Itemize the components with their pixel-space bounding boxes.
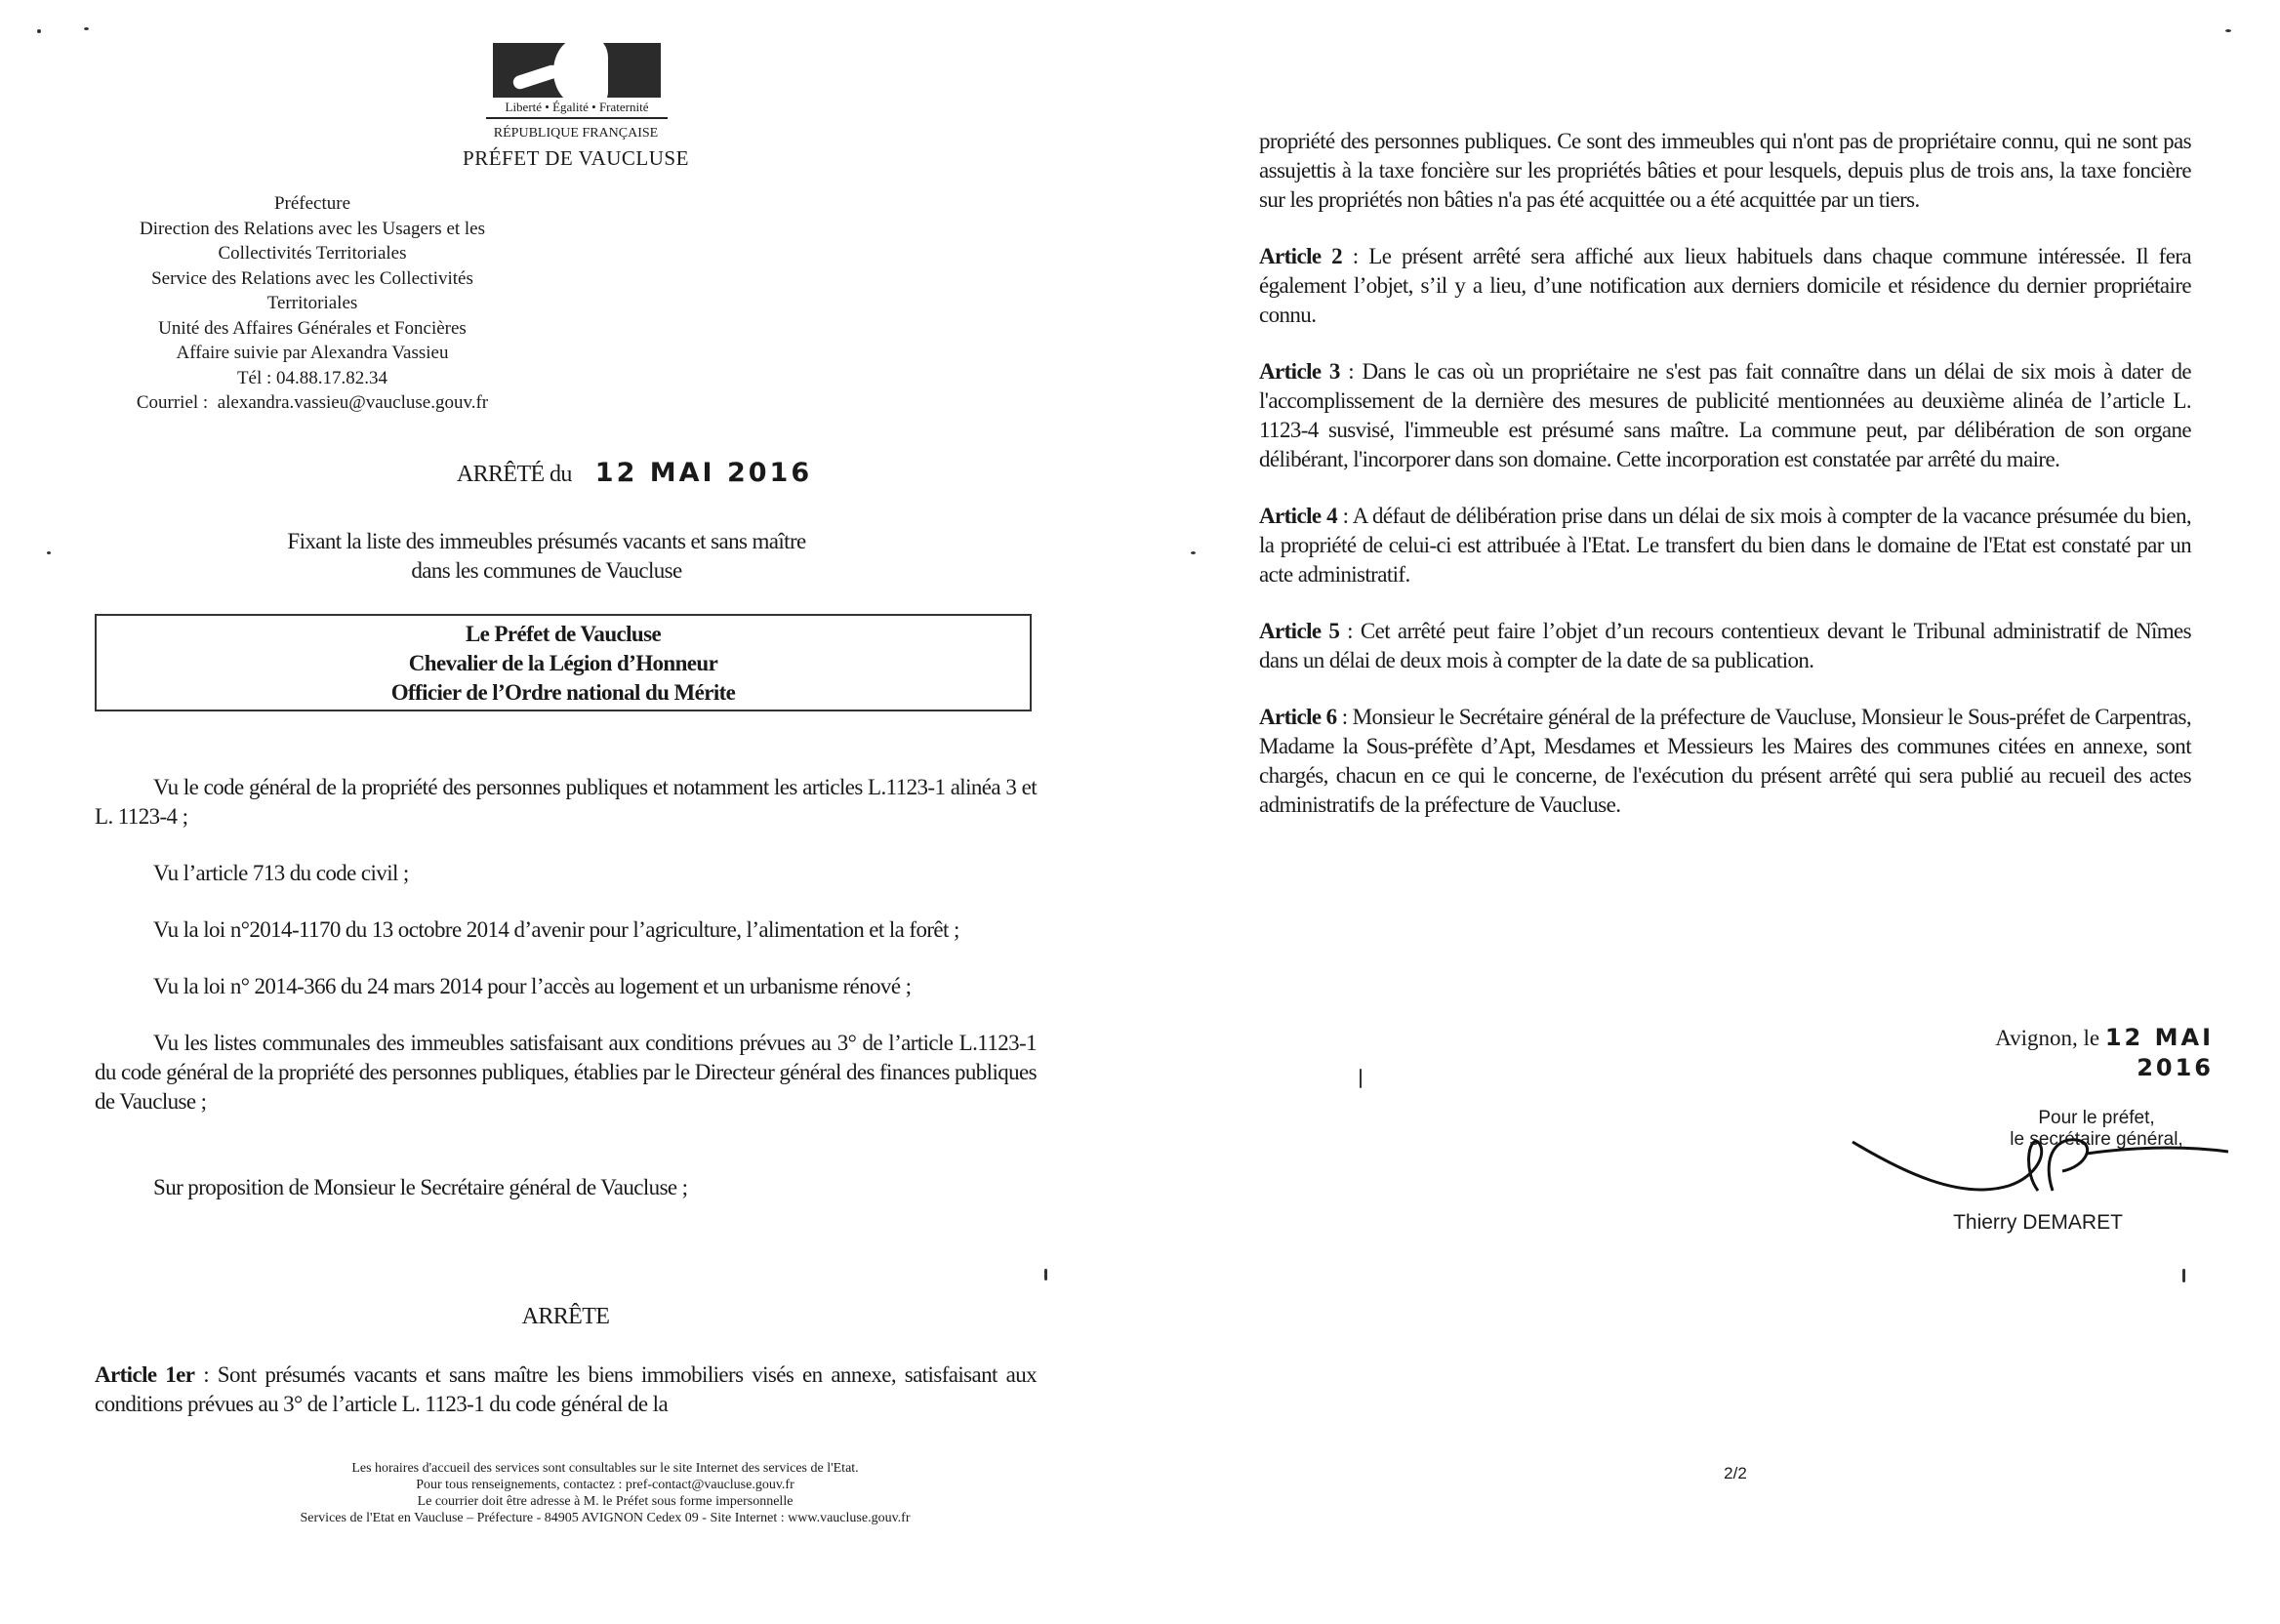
- article-6: [1259, 703, 2191, 820]
- article-3: [1259, 357, 2191, 474]
- handwritten-signature: [1843, 1132, 2233, 1210]
- phone-line: Tél : 04.88.17.82.34: [236, 367, 388, 388]
- article-label: Article 5: [1259, 619, 1340, 643]
- arrete-heading: ARRÊTE: [521, 1304, 610, 1329]
- scan-speck: [1044, 1269, 1047, 1280]
- date-stamp: 12 MAI 2016: [2104, 1024, 2214, 1081]
- footer-line: Les horaires d'accueil des services sont consultables sur le site Internet des services de l'Etat.: [351, 1461, 859, 1476]
- service-line: Direction des Relations avec les Usagers et les: [139, 218, 486, 239]
- scan-speck: [1360, 1069, 1362, 1088]
- prefet-box-line: Chevalier de la Légion d’Honneur: [408, 651, 718, 675]
- subtitle-line: Fixant la liste des immeubles présumés vacants et sans maître: [287, 529, 806, 553]
- scan-speck: [2225, 29, 2231, 32]
- date-stamp: 12 MAI 2016: [594, 458, 813, 488]
- prefet-box-line: Officier de l’Ordre national du Mérite: [390, 680, 736, 705]
- signature-stroke: [2087, 1148, 2228, 1154]
- signature-line: Pour le préfet,: [2038, 1108, 2155, 1128]
- articles-section: [1259, 127, 2191, 847]
- article-text: : Le présent arrêté sera affiché aux lieux habituels dans chaque commune intéressée. Il fera également l’objet, s’il y a lieu, d’une notification aux derniers domicile et résidence du dernier propriétaire connu.: [1259, 244, 2191, 327]
- service-line: Affaire suivie par Alexandra Vassieu: [176, 343, 449, 363]
- service-line: Territoriales: [266, 293, 358, 313]
- article-label: Article 6: [1259, 705, 1337, 729]
- footer-line: Pour tous renseignements, contactez : pref-contact@vaucluse.gouv.fr: [416, 1478, 794, 1492]
- scan-speck: [47, 551, 51, 554]
- scan-speck: [1191, 551, 1196, 554]
- prefet-box-line: Le Préfet de Vaucluse: [465, 622, 662, 646]
- article-1: [95, 1360, 1037, 1419]
- service-line: Unité des Affaires Générales et Foncières: [158, 317, 467, 339]
- service-line: Préfecture: [273, 193, 351, 214]
- republic-motto: Liberté • Égalité • Fraternité: [486, 100, 668, 119]
- prefet-heading: PRÉFET DE VAUCLUSE: [463, 146, 689, 170]
- document-page-2: [1140, 0, 2280, 1624]
- article-label: Article 2: [1259, 244, 1343, 268]
- footer-line: Services de l'Etat en Vaucluse – Préfecture - 84905 AVIGNON Cedex 09 - Site Internet : www.vaucluse.gouv.fr: [300, 1511, 911, 1525]
- signer-name: Thierry DEMARET: [1953, 1211, 2123, 1234]
- page-number: 2/2: [1724, 1464, 1747, 1482]
- scan-speck: [2182, 1269, 2185, 1282]
- signature-line: le secrétaire général,: [2010, 1129, 2183, 1150]
- arrete-title: [293, 459, 976, 489]
- article-label: Article 1er: [95, 1362, 195, 1387]
- article-text: : Sont présumés vacants et sans maître les biens immobiliers visés en annexe, satisfaisant aux conditions prévues au 3° de l’article L. 1123-1 du code général de la: [95, 1362, 1038, 1416]
- visa-paragraph: Vu le code général de la propriété des personnes publiques et notamment les articles L.1123-1 alinéa 3 et L. 1123-4 ;: [95, 775, 1037, 829]
- footer-line: Le courrier doit être adresse à M. le Préfet sous forme impersonnelle: [417, 1494, 794, 1509]
- marianne-hand-icon: [511, 63, 560, 91]
- article-text: : Dans le cas où un propriétaire ne s'est pas fait connaître dans un délai de six mois à dater de l'accomplissement de la dernière des mesures de publicité mentionnées au deuxième alinéa de l’article L. 1123-4 susvisé, l'immeuble est présumé sans maître. La commune peut, par délibération de son organe délibérant, l'incorporer dans son domaine. Cette incorporation est constatée par arrêté du maire.: [1259, 359, 2191, 471]
- page-footer: [195, 1460, 1015, 1526]
- article-label: Article 3: [1259, 359, 1340, 384]
- visas-section: [95, 773, 1037, 1230]
- service-address-block: [88, 191, 537, 416]
- scan-speck: [37, 29, 41, 33]
- republique-francaise-label: RÉPUBLIQUE FRANÇAISE: [493, 126, 659, 141]
- signing-date-line: [1921, 1023, 2214, 1083]
- article-5: [1259, 617, 2191, 675]
- article-4: [1259, 502, 2191, 589]
- proposition-paragraph: Sur proposition de Monsieur le Secrétaire général de Vaucluse ;: [153, 1175, 688, 1199]
- signature-stroke: [2049, 1140, 2087, 1191]
- subtitle-line: dans les communes de Vaucluse: [411, 558, 682, 583]
- article-text: : A défaut de délibération prise dans un délai de six mois à compter de la vacance présumée du bien, la propriété de celui-ci est attribuée à l'Etat. Le transfert du bien dans le domaine de l'Etat est constaté par un acte administratif.: [1259, 504, 2191, 587]
- article-1-continued: propriété des personnes publiques. Ce sont des immeubles qui n'ont pas de propriétaire connu, qui ne sont pas assujettis à la taxe foncière sur les propriétés bâties et pour lesquels, depuis plus de trois ans, la taxe foncière sur les propriétés non bâties n'a pas été acquittée ou a été acquittée par un tiers.: [1259, 129, 2191, 212]
- visa-paragraph: Vu l’article 713 du code civil ;: [153, 861, 409, 885]
- arrete-title-prefix: ARRÊTÉ du: [456, 462, 572, 487]
- article-text: : Cet arrêté peut faire l’objet d’un recours contentieux devant le Tribunal administratif de Nîmes dans un délai de deux mois à compter de la date de sa publication.: [1259, 619, 2191, 672]
- service-line: Service des Relations avec les Collectivités: [151, 267, 473, 289]
- service-line: Collectivités Territoriales: [218, 243, 407, 264]
- marianne-profile-icon: [553, 43, 608, 98]
- article-label: Article 4: [1259, 504, 1337, 528]
- visa-paragraph: Vu les listes communales des immeubles satisfaisant aux conditions prévues au 3° de l’article L.1123-1 du code général de la propriété des personnes publiques, établies par le Directeur général des finances publiques de Vaucluse ;: [95, 1031, 1037, 1114]
- prefet-titles-box: [95, 614, 1032, 711]
- visa-paragraph: Vu la loi n° 2014-366 du 24 mars 2014 pour l’accès au logement et un urbanisme rénové ;: [153, 974, 912, 998]
- email-link[interactable]: alexandra.vassieu@vaucluse.gouv.fr: [217, 392, 489, 413]
- signing-place: Avignon, le: [1995, 1026, 2100, 1050]
- visa-paragraph: Vu la loi n°2014-1170 du 13 octobre 2014 d’avenir pour l’agriculture, l’alimentation et la forêt ;: [153, 917, 959, 942]
- signature-stroke: [1852, 1142, 2042, 1191]
- email-label: Courriel :: [136, 392, 209, 413]
- article-2: [1259, 242, 2191, 330]
- email-line: [88, 390, 537, 416]
- marianne-logo: [493, 43, 661, 98]
- scan-speck: [84, 27, 89, 30]
- arrete-subtitle: [195, 527, 898, 586]
- article-text: : Monsieur le Secrétaire général de la préfecture de Vaucluse, Monsieur le Sous-préfet de Carpentras, Madame la Sous-préfète d’Apt, Mesdames et Messieurs les Maires des communes citées en annexe, sont chargés, chacun en ce qui le concerne, de l'exécution du présent arrêté qui sera publié au recueil des actes administratifs de la préfecture de Vaucluse.: [1259, 705, 2191, 817]
